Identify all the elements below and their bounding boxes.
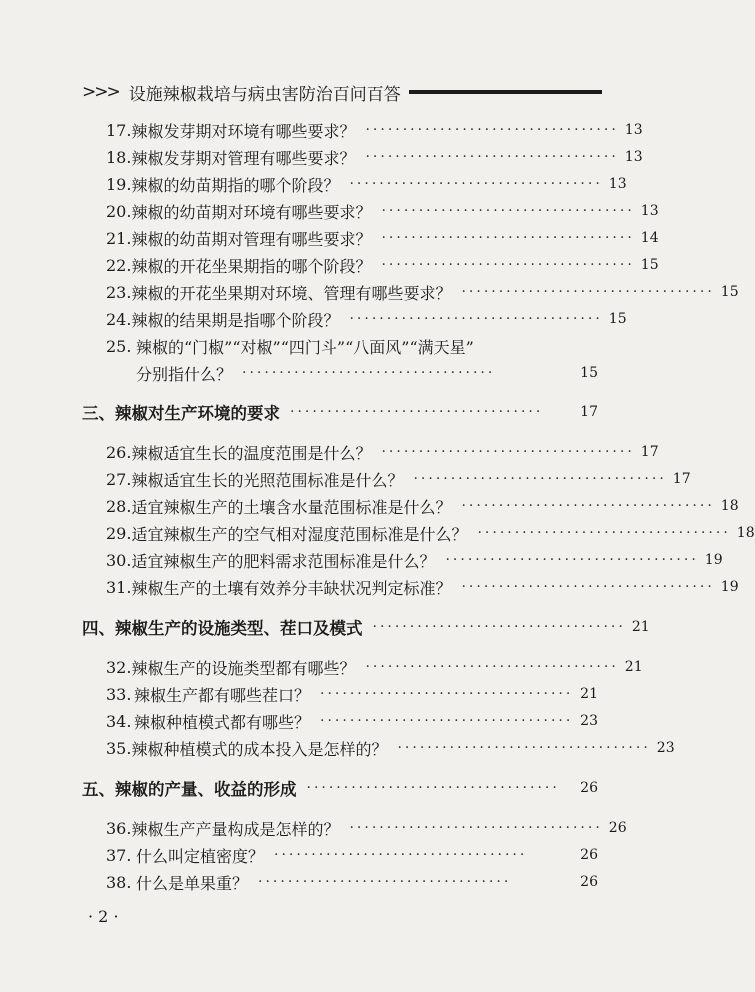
toc-entry (106, 334, 598, 358)
toc-entry-title: 什么是单果重？ (136, 873, 249, 893)
toc-entry (106, 226, 659, 250)
toc-entry-number: 38. (106, 872, 132, 892)
dot-leader: ·································· (397, 740, 651, 756)
toc-entry-number: 28. (106, 496, 132, 516)
toc-page-number: 15 (580, 365, 598, 381)
toc-entry (106, 253, 659, 277)
toc-entry-title: 辣椒生产的土壤有效养分丰缺状况判定标准？ (131, 578, 452, 598)
toc-entry (106, 280, 739, 304)
toc-entry-title: 辣椒适宜生长的温度范围是什么？ (131, 443, 372, 463)
toc-entry-title: 辣椒的幼苗期对管理有哪些要求？ (131, 229, 372, 249)
toc-entry-title: 辣椒的开花坐果期对环境、管理有哪些要求？ (131, 283, 452, 303)
toc-page-number: 26 (608, 820, 627, 836)
toc-page-number: 15 (608, 311, 627, 327)
toc-page-number: 26 (580, 780, 598, 796)
dot-leader: ·································· (413, 471, 667, 487)
dot-leader: ·································· (461, 498, 715, 514)
toc-entry-title: 分别指什么？ (136, 364, 233, 384)
dot-leader: ·································· (242, 365, 496, 381)
toc-entry-number: 25. (106, 336, 132, 356)
toc-entry-number: 33. (106, 684, 132, 704)
toc-entry (106, 307, 627, 331)
toc-entry-number: 19. (106, 174, 132, 194)
section-title: 三、辣椒对生产环境的要求 (82, 404, 280, 423)
dot-leader: ·································· (365, 659, 619, 675)
toc-entry-number: 26. (106, 442, 132, 462)
toc-entry-title: 适宜辣椒生产的肥料需求范围标准是什么？ (131, 551, 436, 571)
toc-entry-title: 辣椒生产产量构成是怎样的？ (131, 819, 340, 839)
dot-leader: ·································· (381, 230, 635, 246)
toc-section-heading (82, 400, 598, 424)
toc-page-number: 17 (672, 471, 691, 487)
toc-entry-title: 什么叫定植密度？ (136, 846, 265, 866)
toc-page-number: 23 (656, 740, 675, 756)
dot-leader: ·································· (381, 257, 635, 273)
dot-leader: ·································· (477, 525, 731, 541)
toc-page-number: 19 (720, 579, 739, 595)
dot-leader: ·································· (461, 579, 715, 595)
toc-entry (106, 655, 643, 679)
toc-page-number: 18 (720, 498, 739, 514)
toc-entry (106, 736, 675, 760)
toc-entry-number: 22. (106, 255, 132, 275)
toc-entry-number: 24. (106, 309, 132, 329)
toc-entry (106, 843, 598, 867)
toc-entry (106, 118, 643, 142)
toc-page-number: 13 (640, 203, 659, 219)
dot-leader: ·································· (349, 311, 603, 327)
toc-page-number: 21 (580, 686, 598, 702)
chevron-right-icon: >>> (82, 82, 119, 102)
toc-page-number: 15 (640, 257, 659, 273)
dot-leader: ·································· (320, 686, 574, 702)
dot-leader: ·································· (372, 619, 626, 635)
toc-entry (106, 682, 598, 706)
toc-section-heading (82, 776, 598, 800)
toc-entry (106, 575, 739, 599)
toc-entry-number: 23. (106, 282, 132, 302)
toc-entry-title: 辣椒发芽期对管理有哪些要求？ (131, 148, 356, 168)
toc-entry-title: 辣椒的结果期是指哪个阶段？ (131, 310, 340, 330)
dot-leader: ·································· (320, 713, 574, 729)
book-title: 设施辣椒栽培与病虫害防治百问百答 (128, 84, 401, 105)
toc-entry (106, 172, 627, 196)
toc-entry (136, 361, 598, 385)
section-title: 四、辣椒生产的设施类型、茬口及模式 (82, 619, 363, 638)
toc-entry-number: 18. (106, 147, 132, 167)
dot-leader: ·································· (349, 820, 603, 836)
toc-page-number: 13 (624, 149, 643, 165)
dot-leader: ·································· (349, 176, 603, 192)
dot-leader: ·································· (365, 122, 619, 138)
toc-entry-number: 35. (106, 738, 132, 758)
toc-entry (106, 199, 659, 223)
toc-entry-number: 37. (106, 845, 132, 865)
toc-entry-title: 适宜辣椒生产的空气相对湿度范围标准是什么？ (131, 524, 468, 544)
toc-page-number: 26 (580, 847, 598, 863)
toc-entry (106, 816, 627, 840)
toc-entry-title: 辣椒种植模式都有哪些？ (134, 712, 311, 732)
toc-entry-number: 21. (106, 228, 132, 248)
toc-entry (106, 870, 598, 894)
toc-entry-title: 适宜辣椒生产的土壤含水量范围标准是什么？ (131, 497, 452, 517)
dot-leader: ·································· (258, 874, 512, 890)
toc-entry (106, 145, 643, 169)
toc-entry-number: 32. (106, 657, 132, 677)
dot-leader: ·································· (365, 149, 619, 165)
toc-entry-title: 辣椒生产的设施类型都有哪些？ (131, 658, 356, 678)
dot-leader: ·································· (461, 284, 715, 300)
dot-leader: ·································· (381, 444, 635, 460)
toc-entry-number: 27. (106, 469, 132, 489)
toc-entry (106, 494, 739, 518)
toc-entry-title: 辣椒种植模式的成本投入是怎样的？ (131, 739, 388, 759)
toc-page-number: 18 (736, 525, 755, 541)
toc-page-number: 21 (624, 659, 643, 675)
toc-entry (106, 548, 723, 572)
toc-entry (106, 709, 598, 733)
toc-entry-number: 36. (106, 818, 132, 838)
section-title: 五、辣椒的产量、收益的形成 (82, 780, 297, 799)
toc-page-number: 17 (580, 404, 598, 420)
toc-page-number: 21 (631, 619, 650, 635)
toc-entry-number: 29. (106, 523, 132, 543)
toc-section-heading (82, 615, 650, 639)
toc-page-number: 26 (580, 874, 598, 890)
toc-entry-number: 31. (106, 577, 132, 597)
toc-entry (106, 440, 659, 464)
toc-entry-title: 辣椒的幼苗期指的哪个阶段？ (131, 175, 340, 195)
page-number: · 2 · (88, 907, 119, 926)
toc-entry-title: 辣椒的开花坐果期指的哪个阶段？ (131, 256, 372, 276)
dot-leader: ·································· (290, 404, 544, 420)
toc-page-number: 17 (640, 444, 659, 460)
toc-page-number: 13 (624, 122, 643, 138)
toc-entry-title: 辣椒的幼苗期对环境有哪些要求？ (131, 202, 372, 222)
dot-leader: ·································· (306, 780, 560, 796)
toc-page-number: 13 (608, 176, 627, 192)
toc-entry-number: 20. (106, 201, 132, 221)
dot-leader: ·································· (274, 847, 528, 863)
toc-entry-title: 辣椒生产都有哪些茬口？ (134, 685, 311, 705)
dot-leader: ·································· (381, 203, 635, 219)
toc-entry-title: 辣椒的“门椒”“对椒”“四门斗”“八面风”“满天星” (136, 337, 474, 357)
toc-entry-number: 30. (106, 550, 132, 570)
toc-page-number: 14 (640, 230, 659, 246)
toc-entry-number: 17. (106, 120, 132, 140)
toc-entry-title: 辣椒适宜生长的光照范围标准是什么？ (131, 470, 404, 490)
toc-entry-title: 辣椒发芽期对环境有哪些要求？ (131, 121, 356, 141)
toc-entry (106, 467, 691, 491)
toc-entry (106, 521, 755, 545)
toc-entry-number: 34. (106, 711, 132, 731)
toc-page-number: 15 (720, 284, 739, 300)
toc-page-number: 19 (704, 552, 723, 568)
toc-page-number: 23 (580, 713, 598, 729)
dot-leader: ·································· (445, 552, 699, 568)
